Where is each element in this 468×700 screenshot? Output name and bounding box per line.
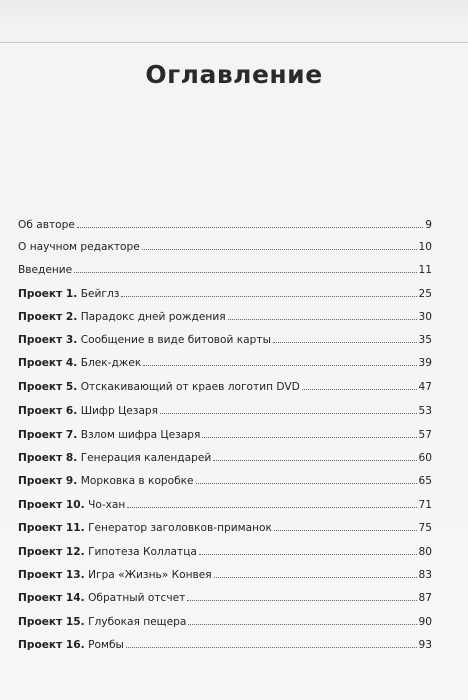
toc-entry-page-number: 10 <box>418 241 432 253</box>
toc-entry-label <box>18 498 125 512</box>
toc-entry <box>18 404 432 418</box>
toc-entry-project-number: Проект 12. <box>18 546 85 558</box>
toc-entry-page-number: 11 <box>418 264 432 276</box>
toc-entry-project-number: Проект 7. <box>18 429 78 441</box>
toc-entry-label <box>18 380 300 394</box>
toc-entry-project-number: Проект 9. <box>18 475 78 487</box>
dot-leader <box>302 388 417 390</box>
toc-entry-title: О научном редакторе <box>18 241 140 253</box>
dot-leader <box>187 599 416 601</box>
toc-entry-title: Взлом шифра Цезаря <box>80 429 201 441</box>
dot-leader <box>273 341 417 343</box>
toc-entry <box>18 287 432 301</box>
toc-entry <box>18 380 432 394</box>
dot-leader <box>143 364 416 366</box>
toc-entry-label <box>18 218 75 232</box>
toc-entry <box>18 474 432 488</box>
toc-entry-title: Сообщение в виде битовой карты <box>80 334 271 346</box>
toc-entry-title: Отскакивающий от краев логотип DVD <box>80 381 300 393</box>
toc-entry-page-number: 80 <box>418 546 432 558</box>
toc-entry <box>18 638 432 652</box>
toc-entry-page-number: 87 <box>418 592 432 604</box>
toc-entry-project-number: Проект 11. <box>18 522 85 534</box>
toc-entry-title: Введение <box>18 264 73 276</box>
toc-entry <box>18 428 432 442</box>
toc-entry-title: Генератор заголовков-приманок <box>88 522 272 534</box>
toc-entry-label <box>18 545 197 559</box>
toc-entry-page-number: 71 <box>418 499 432 511</box>
toc-entry-project-number: Проект 15. <box>18 616 85 628</box>
toc-entry-label <box>18 521 272 535</box>
toc-entry-title: Бейглз <box>80 288 120 300</box>
page-title: Оглавление <box>145 60 323 89</box>
toc-entry-title: Об авторе <box>18 219 75 231</box>
dot-leader <box>121 295 416 297</box>
toc-entry-project-number: Проект 8. <box>18 452 78 464</box>
toc-entry-title: Обратный отсчет <box>88 592 186 604</box>
toc-entry-project-number: Проект 13. <box>18 569 85 581</box>
dot-leader <box>213 459 416 461</box>
toc-entry-project-number: Проект 1. <box>18 288 78 300</box>
toc-entry <box>18 240 432 254</box>
toc-entry <box>18 263 432 277</box>
toc-entry-title: Шифр Цезаря <box>80 405 159 417</box>
toc-entry-label <box>18 356 141 370</box>
toc-entry-project-number: Проект 14. <box>18 592 85 604</box>
toc-entry-page-number: 53 <box>418 405 432 417</box>
toc-entry-title: Гипотеза Коллатца <box>88 546 197 558</box>
toc-entry <box>18 521 432 535</box>
header-rule <box>0 42 468 43</box>
dot-leader <box>160 412 416 414</box>
toc-entry-title: Морковка в коробке <box>80 475 194 487</box>
toc-entry <box>18 615 432 629</box>
toc-entry-title: Игра «Жизнь» Конвея <box>88 569 212 581</box>
toc-entry-page-number: 39 <box>418 357 432 369</box>
toc-entry-title: Ромбы <box>88 639 124 651</box>
toc-entry-label <box>18 568 212 582</box>
toc-entry-title: Чо-хан <box>88 499 126 511</box>
toc-entry-page-number: 83 <box>418 569 432 581</box>
dot-leader <box>77 226 423 228</box>
toc-entry-title: Генерация календарей <box>80 452 212 464</box>
toc-entry-project-number: Проект 16. <box>18 639 85 651</box>
toc-entry <box>18 498 432 512</box>
toc-entry-page-number: 9 <box>425 219 432 231</box>
toc-entry <box>18 218 432 232</box>
toc-entry-project-number: Проект 6. <box>18 405 78 417</box>
toc-entry-label <box>18 333 271 347</box>
toc-entry <box>18 310 432 324</box>
dot-leader <box>199 553 417 555</box>
dot-leader <box>74 271 416 273</box>
toc-entry <box>18 568 432 582</box>
toc-entry-page-number: 60 <box>418 452 432 464</box>
toc-entry-title: Блек-джек <box>80 357 142 369</box>
dot-leader <box>274 529 417 531</box>
toc-entry <box>18 333 432 347</box>
dot-leader <box>214 576 417 578</box>
dot-leader <box>142 248 417 250</box>
toc-entry-label <box>18 615 186 629</box>
toc-entry-page-number: 65 <box>418 475 432 487</box>
toc-entry <box>18 545 432 559</box>
toc-entry-page-number: 25 <box>418 288 432 300</box>
toc-entry-title: Парадокс дней рождения <box>80 311 226 323</box>
toc-entry-label <box>18 428 200 442</box>
toc-entry-label <box>18 310 226 324</box>
toc-entry-project-number: Проект 5. <box>18 381 78 393</box>
toc-entry-label <box>18 638 124 652</box>
toc-entry-title: Глубокая пещера <box>88 616 187 628</box>
toc-entry-page-number: 57 <box>418 429 432 441</box>
toc-entry <box>18 356 432 370</box>
dot-leader <box>126 646 417 648</box>
dot-leader <box>188 623 416 625</box>
toc-entry-label <box>18 591 185 605</box>
toc-entry-project-number: Проект 3. <box>18 334 78 346</box>
toc-entry-label <box>18 263 72 277</box>
toc-entry-project-number: Проект 10. <box>18 499 85 511</box>
toc-entry-project-number: Проект 2. <box>18 311 78 323</box>
toc-entry-label <box>18 287 119 301</box>
toc-entry-page-number: 47 <box>418 381 432 393</box>
toc-entry-label <box>18 404 158 418</box>
toc-entry-label <box>18 451 211 465</box>
toc-entry-page-number: 93 <box>418 639 432 651</box>
dot-leader <box>127 506 416 508</box>
dot-leader <box>196 482 417 484</box>
toc-entry-label <box>18 474 194 488</box>
toc-entry-page-number: 90 <box>418 616 432 628</box>
toc-entry <box>18 451 432 465</box>
toc-entry-page-number: 30 <box>418 311 432 323</box>
dot-leader <box>228 318 417 320</box>
toc-entry-label <box>18 240 140 254</box>
toc-entry-page-number: 75 <box>418 522 432 534</box>
toc-entry-project-number: Проект 4. <box>18 357 78 369</box>
toc-entry-page-number: 35 <box>418 334 432 346</box>
toc-entry <box>18 591 432 605</box>
dot-leader <box>202 436 416 438</box>
